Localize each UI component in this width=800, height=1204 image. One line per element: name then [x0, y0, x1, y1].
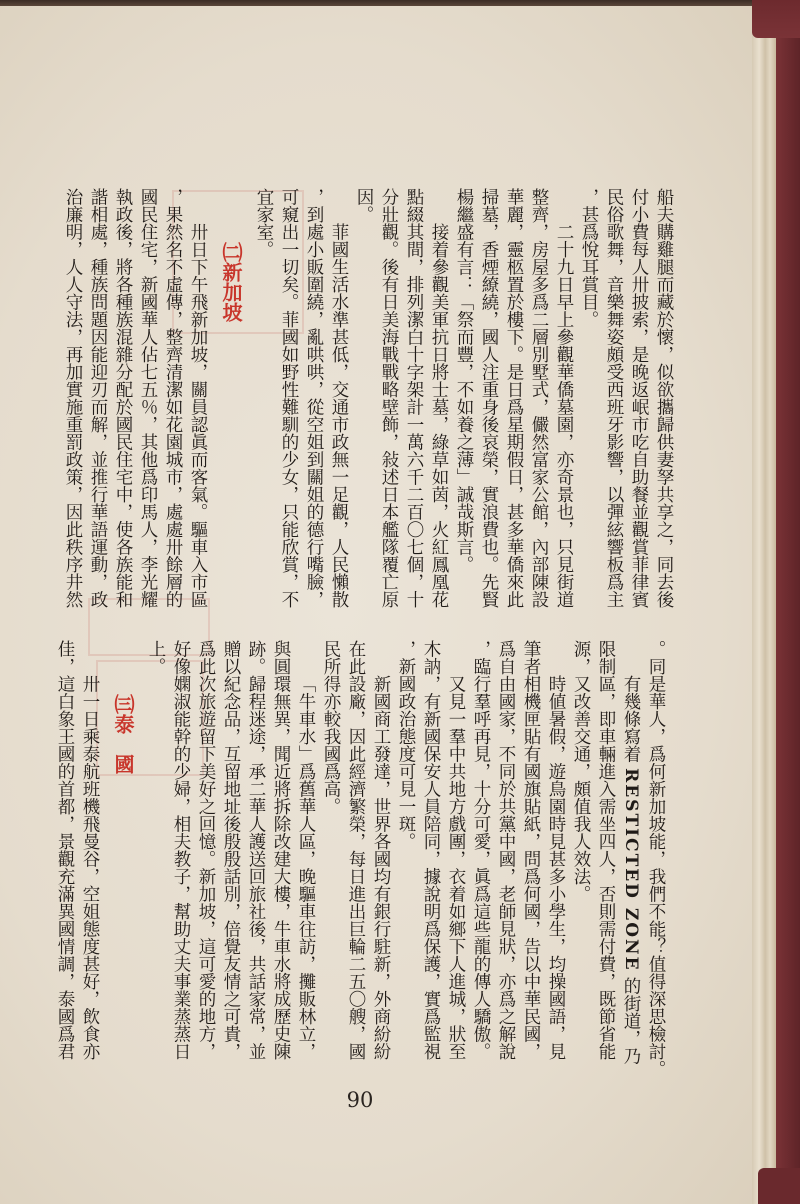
text-column: 可窺出一切矣。菲國如野性難馴的少女，只能欣賞，不: [279, 188, 299, 608]
text-column: 卅一日乘泰航班機飛曼谷，空姐態度甚好，飲食亦: [80, 675, 100, 1060]
text-column: 分壯觀。後有日美海戰戰略壁飾，敍述日本艦隊覆亡原: [379, 188, 399, 608]
text-segment: 的街道，乃: [621, 971, 641, 1065]
page-stack-edge: [752, 0, 776, 1204]
text-column: 因。: [354, 188, 374, 223]
text-column: ，果然名不虛傳，整齊清潔如花園城市，處處卅餘層的: [163, 188, 183, 608]
text-column: 爲此次旅遊留下美好之回憶。新加坡，這可愛的地方，: [196, 640, 216, 1060]
text-column: 佳，這白象王國的首都，景觀充滿異國情調，泰國爲君: [55, 640, 75, 1060]
text-column: ，甚爲悅耳賞目。: [579, 188, 599, 328]
text-column: 治廉明，人人守法，再加實施重罰政策，因此秩序井然: [63, 188, 83, 608]
text-column: 民所得亦較我國爲高。: [321, 640, 341, 815]
latin-text-segment: RESTICTED ZONE: [621, 768, 641, 972]
book-cover-corner-top: [752, 0, 800, 38]
text-column: 楊繼盛有言：「祭而豐，不如養之薄」誠哉斯言。: [454, 188, 474, 573]
section-heading: ㈢泰 國: [111, 694, 135, 774]
text-column: 「牛車水」爲舊華人區，晚驅車往訪，攤販林立，: [296, 675, 316, 1060]
book-cover-corner-bottom: [758, 1168, 800, 1204]
top-text-block: [60, 188, 676, 620]
section-heading: ㈡新加坡: [219, 242, 243, 322]
text-column: ，新國政治態度可見一斑。: [396, 640, 416, 850]
text-column: 民俗歌舞，音樂舞姿頗受西班牙影響，以彈絃響板爲主: [604, 188, 624, 608]
text-column: ，到處小販圍繞，亂哄哄，從空姐到關姐的德行嘴臉，: [304, 188, 324, 608]
text-column: 付小費每人卅披索，是晚返岷市吃自助餐並觀賞菲律賓: [629, 188, 649, 608]
text-column: 上。: [146, 640, 166, 675]
text-column: 接着參觀美軍抗日將士墓，綠草如茵，火紅鳳凰花: [429, 223, 449, 608]
text-column: 二十九日早上參觀華僑墓園，亦奇景也，只見街道: [554, 223, 574, 608]
text-column: 執政後，將各種族混雜分配於國民住宅中，使各族能和: [113, 188, 133, 608]
text-column: 在此設廠，因此經濟繁榮，每日進出巨輪二五〇艘，國: [346, 640, 366, 1060]
text-column: 整齊，房屋多爲二層別墅式，儼然富家公館，內部陳設: [529, 188, 549, 608]
text-column: 諧相處，種族問題因能迎刃而解，並推行華語運動，政: [88, 188, 108, 608]
text-column: 限制區，即車輛進入需坐四人，否則需付費，既節省能: [596, 640, 616, 1060]
text-column: 源，又改善交通，頗值我人效法。: [571, 640, 591, 903]
text-column: 與圓環無異，聞近將拆除改建大樓，牛車水將成歷史陳: [271, 640, 291, 1060]
text-column: 點綴其間，排列潔白十字架計一萬六千二百〇七個，十: [404, 188, 424, 608]
page-top-edge: [0, 0, 760, 6]
text-column: 又見一羣中共地方戲團，衣着如鄉下人進城，狀至: [446, 675, 466, 1060]
text-segment: 有幾條寫着: [621, 675, 641, 769]
text-column: 船夫購雞腿而藏於懷，似欲攜歸供妻孥共享之，同去後: [654, 188, 674, 608]
text-column: 華麗，靈柩置於樓下。是日爲星期假日，甚多華僑來此: [504, 188, 524, 608]
text-column: 國民住宅，新國華人佔七五％，其他爲印馬人，李光耀: [138, 188, 158, 608]
text-column: 筆者相機匣貼有國旗貼紙，問爲何國，告以中華民國，: [521, 640, 541, 1060]
page-number: 90: [346, 1088, 374, 1112]
text-column: 木訥，有新國保安人員陪同，據說明爲保護，實爲監視: [421, 640, 441, 1060]
text-column: 時値暑假，遊鳥園時見甚多小學生，均操國語，見: [546, 675, 566, 1060]
text-column: 好像嫻淑能幹的少婦，相夫教子，幫助丈夫事業蒸蒸日: [171, 640, 191, 1060]
text-column: 跡。歸程迷途，承二華人護送回旅社後，共話家常，並: [246, 640, 266, 1060]
text-column: 贈以紀念品，互留地址後殷殷話別，倍覺友情之可貴，: [221, 640, 241, 1060]
text-column: 菲國生活水準甚低，交通市政無一足觀，人民懶散: [329, 223, 349, 608]
text-column: 新國商工發達，世界各國均有銀行駐新，外商紛紛: [371, 675, 391, 1060]
text-column: 卅日下午飛新加坡，關員認眞而客氣。驅車入市區: [188, 223, 208, 608]
text-column: 掃墓，香煙繚繞，國人注重身後哀榮，實浪費也。先賢: [479, 188, 499, 608]
text-column: [618, 640, 643, 1086]
bottom-text-block: [52, 640, 668, 1086]
text-column: 宜家室。: [254, 188, 274, 258]
text-column: 爲自由國家，不同於共黨中國，老師見狀，亦爲之解說: [496, 640, 516, 1060]
text-column: 。同是華人，爲何新加坡能，我們不能？值得深思檢討。: [646, 640, 666, 1078]
text-column: ，臨行羣呼再見，十分可愛，眞爲這些龍的傳人驕傲。: [471, 640, 491, 1060]
book-cover-edge: [776, 0, 800, 1204]
